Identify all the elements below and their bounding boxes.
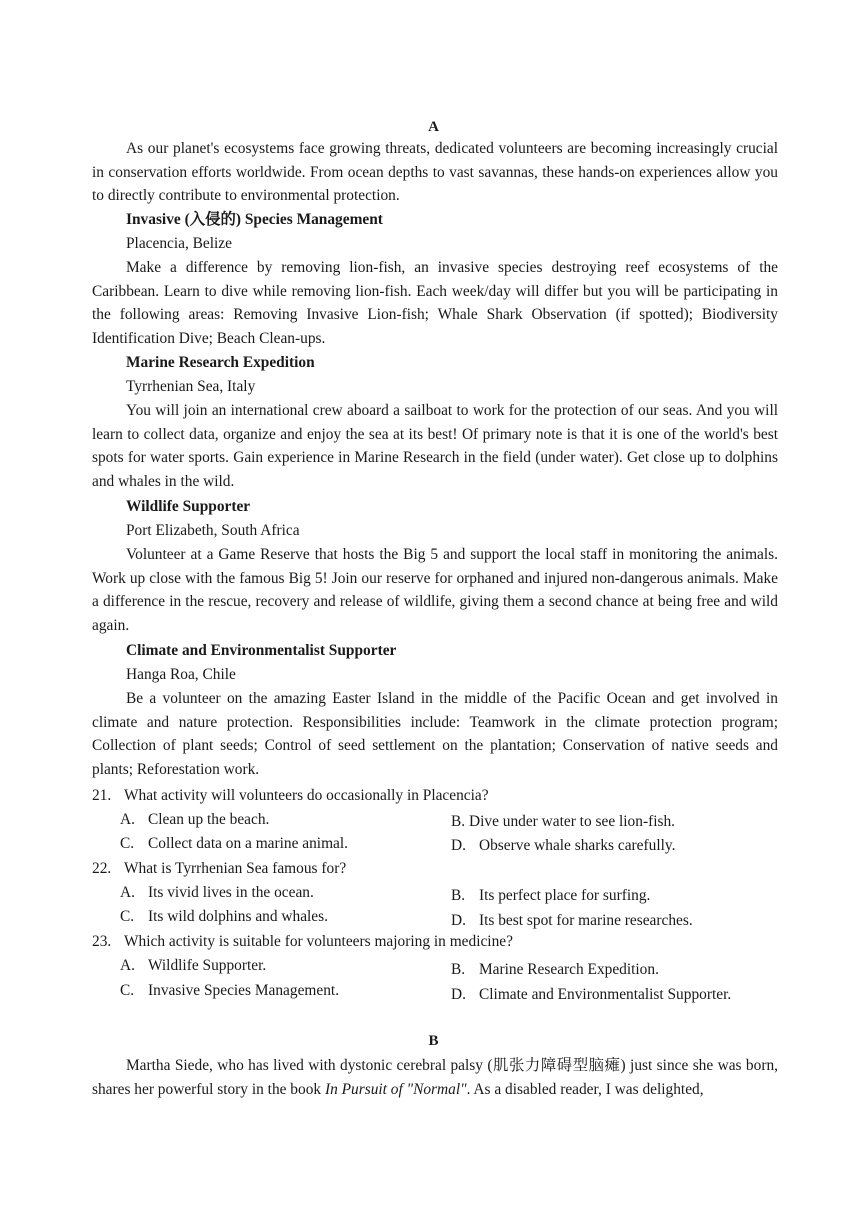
option-b[interactable] — [451, 884, 650, 908]
question-22 — [92, 857, 346, 881]
option-a[interactable] — [120, 808, 269, 832]
option-letter: A. — [120, 811, 135, 828]
option-text: Its vivid lives in the ocean. — [148, 884, 314, 901]
option-text: Collect data on a marine animal. — [148, 835, 349, 852]
option-text: Wildlife Supporter. — [148, 957, 267, 974]
program-location: Hanga Roa, Chile — [126, 666, 236, 683]
option-letter: B. — [451, 961, 466, 978]
section-b-title: B — [428, 1033, 439, 1049]
option-text: Its perfect place for surfing. — [479, 887, 651, 904]
option-b[interactable] — [451, 810, 675, 834]
question-number: 22. — [92, 860, 112, 877]
option-text: Dive under water to see lion-fish. — [469, 813, 676, 830]
program-heading: Marine Research Expedition — [126, 354, 315, 371]
option-text: Its best spot for marine researches. — [479, 912, 693, 929]
section-b-intro — [92, 1054, 778, 1101]
program-description: You will join an international crew aboard a sailboat to work for the protection of our seas. And you will learn to collect data, organize and enjoy the sea at its best! Of primary note is that it is one of the world's best spots for water sports. Gain experience in Marine Research in the field (under water). Get close up to dolphins and whales in the wild. — [92, 402, 778, 490]
section-a-intro: As our planet's ecosystems face growing threats, dedicated volunteers are becoming increasingly crucial in conservation efforts worldwide. From ocean depths to vast savannas, these hands-on experiences allow you to directly contribute to environmental protection. — [92, 140, 778, 205]
option-text: Invasive Species Management. — [148, 982, 340, 999]
intro-start: Martha Siede, who has lived with dystonic cerebral palsy (肌张力障碍型脑瘫) just since she was born, shares her powerful story in the book — [92, 1057, 778, 1098]
question-21 — [92, 784, 489, 808]
book-title: In Pursuit of "Normal" — [324, 1080, 467, 1098]
option-d[interactable] — [451, 834, 675, 858]
option-text: Its wild dolphins and whales. — [148, 908, 328, 925]
option-text: Observe whale sharks carefully. — [479, 837, 676, 854]
question-text: Which activity is suitable for volunteers majoring in medicine? — [124, 933, 513, 950]
question-23 — [92, 930, 513, 954]
option-letter: D. — [451, 837, 466, 854]
option-letter: D. — [451, 912, 466, 929]
program-heading: Wildlife Supporter — [126, 498, 251, 515]
option-a[interactable] — [120, 881, 314, 905]
option-c[interactable] — [120, 905, 328, 929]
option-c[interactable] — [120, 832, 348, 856]
question-text: What activity will volunteers do occasionally in Placencia? — [124, 787, 489, 804]
option-letter: B. — [451, 813, 466, 830]
option-letter: B. — [451, 887, 466, 904]
option-letter: C. — [120, 908, 135, 925]
program-heading: Climate and Environmentalist Supporter — [126, 642, 397, 659]
intro-end: . As a disabled reader, I was delighted, — [466, 1080, 704, 1098]
question-text: What is Tyrrhenian Sea famous for? — [124, 860, 347, 877]
question-number: 23. — [92, 933, 112, 950]
program-location: Placencia, Belize — [126, 235, 232, 252]
option-letter: D. — [451, 986, 466, 1003]
option-text: Clean up the beach. — [148, 811, 270, 828]
question-number: 21. — [92, 787, 112, 804]
option-letter: A. — [120, 884, 135, 901]
program-description: Make a difference by removing lion-fish, an invasive species destroying reef ecosystems of the Caribbean. Learn to dive while removing lion-fish. Each week/day will differ but you will be participating in the following areas: Removing Invasive Lion-fish; Whale Shark Observation (if spotted); Biodiversity Identification Dive; Beach Clean-ups. — [92, 259, 778, 347]
option-d[interactable] — [451, 983, 731, 1007]
program-description: Volunteer at a Game Reserve that hosts the Big 5 and support the local staff in monitoring the animals. Work up close with the famous Big 5! Join our reserve for orphaned and injured non-dangerous animals. Make a difference in the rescue, recovery and release of wildlife, giving them a second chance at being free and wild again. — [92, 546, 778, 634]
program-description: Be a volunteer on the amazing Easter Island in the middle of the Pacific Ocean and get involved in climate and nature protection. Responsibilities include: Teamwork in the climate protection program; Collection of plant seeds; Control of seed settlement on the plantation; Conservation of native seeds and plants; Reforestation work. — [92, 690, 778, 778]
option-letter: C. — [120, 835, 135, 852]
program-heading: Invasive (入侵的) Species Management — [126, 211, 383, 228]
option-letter: A. — [120, 957, 135, 974]
option-c[interactable] — [120, 979, 339, 1003]
option-text: Marine Research Expedition. — [479, 961, 659, 978]
option-text: Climate and Environmentalist Supporter. — [479, 986, 732, 1003]
program-location: Tyrrhenian Sea, Italy — [126, 378, 256, 395]
option-b[interactable] — [451, 958, 659, 982]
option-a[interactable] — [120, 954, 266, 978]
option-letter: C. — [120, 982, 135, 999]
section-a-title: A — [428, 119, 439, 135]
program-location: Port Elizabeth, South Africa — [126, 522, 300, 539]
